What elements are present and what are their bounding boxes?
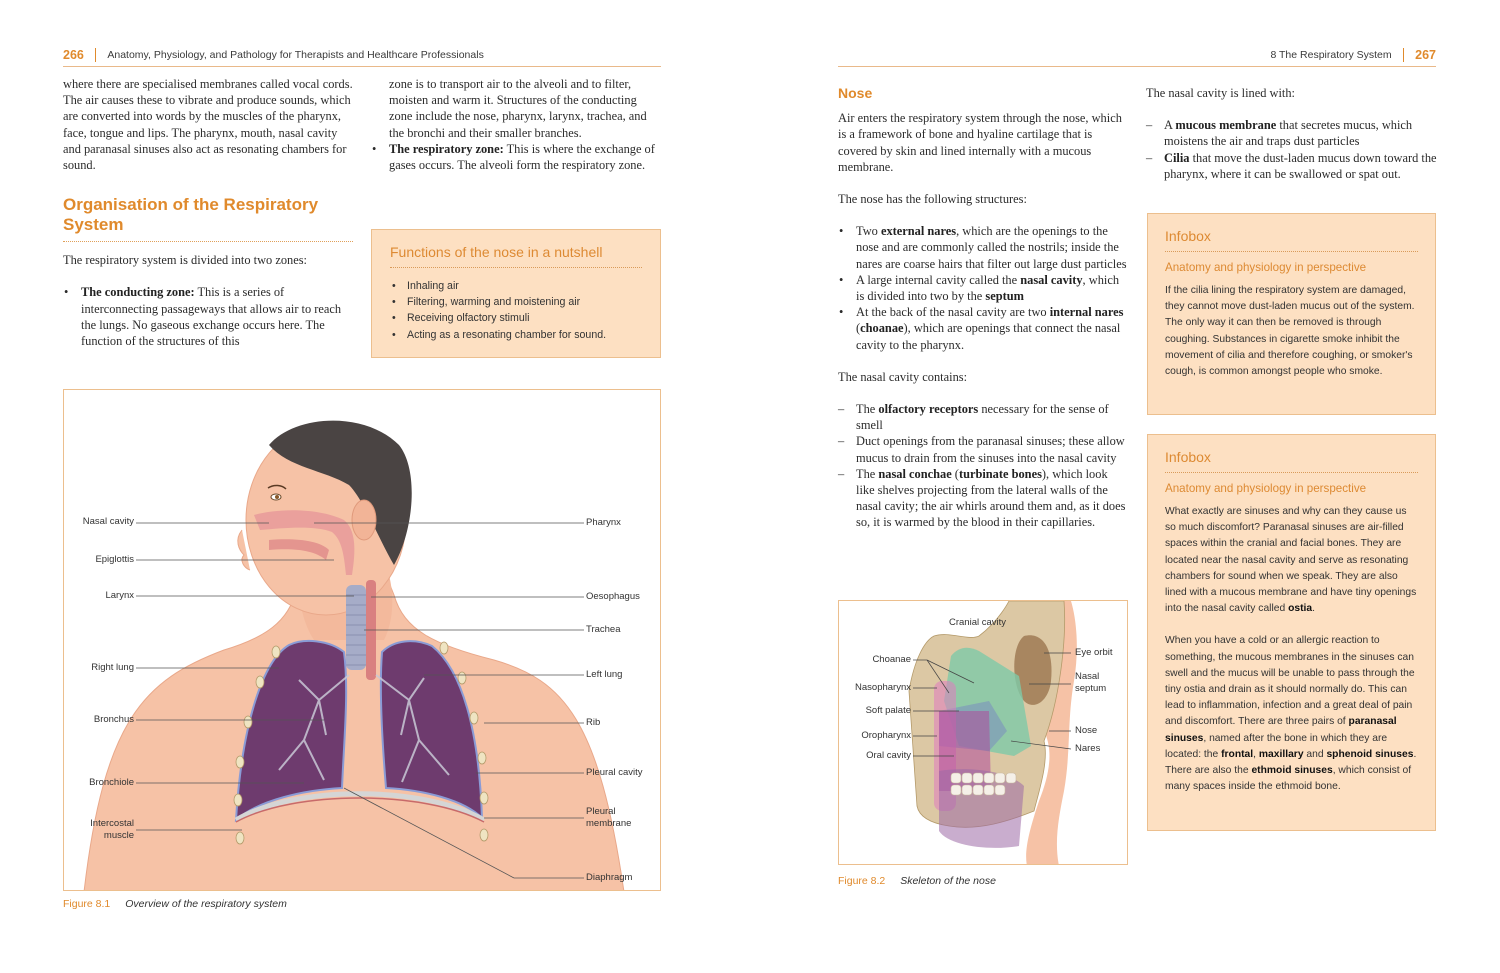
label-intercostal-muscle: Intercostal muscle: [90, 818, 134, 841]
contains-intro: The nasal cavity contains:: [838, 369, 968, 384]
label-eye-orbit: Eye orbit: [1075, 647, 1113, 658]
figure-8-1-caption: [63, 898, 287, 910]
respiratory-illustration: [64, 390, 661, 891]
figure-number: Figure 8.2: [838, 875, 886, 887]
list-item: • Acting as a resonating chamber for sound.: [390, 327, 642, 343]
label-diaphragm: Diaphragm: [586, 872, 633, 883]
label-nasopharynx: Nasopharynx: [855, 682, 911, 693]
header-separator: [95, 48, 97, 62]
label-choanae: Choanae: [872, 654, 911, 665]
figure-caption-text: Overview of the respiratory system: [125, 898, 287, 910]
zones-intro: The respiratory system is divided into two zones:: [63, 253, 307, 268]
infobox-subtitle: Anatomy and physiology in perspective: [1165, 261, 1367, 274]
infobox-paragraph-2: When you have a cold or an allergic reaction to something, the mucous membranes in the sinuses can swell and the mucus will be unable to pass through the tiny ostia and drain as it should normally do. This can lead to inflammation, infection and a great deal of pain and discomfort. There are three pairs of paranasal sinuses, named after the bone in which they are located: the frontal, maxillary and sphenoid sinuses. There are also the ethmoid sinuses, which consist of many spaces inside the ethmoid bone.: [1165, 635, 1417, 793]
nutshell-list: [390, 278, 642, 343]
figure-respiratory-system: [63, 389, 661, 891]
infobox-subtitle: Anatomy and physiology in perspective: [1165, 482, 1367, 495]
nose-intro: Air enters the respiratory system through the nose, which is a framework of bone and hyaline cartilage that is covered by skin and lined internally with a mucous membrane.: [838, 111, 1122, 174]
chapter-title: 8 The Respiratory System: [1270, 48, 1392, 61]
right-running-head: [838, 43, 1436, 67]
list-item: • At the back of the nasal cavity are two internal nares (choanae), which are openings that connect the nasal cavity to the pharynx.: [838, 304, 1128, 353]
figure-caption-text: Skeleton of the nose: [900, 875, 996, 887]
contains-list: [838, 401, 1128, 531]
infobox-text: If the cilia lining the respiratory system are damaged, they cannot move dust-laden mucus out of the system. The only way it can then be removed is through coughing. Substances in cigarette smoke inhibit the movement of cilia and therefore coughing, or smoker's cough, is common amongst people who smoke.: [1165, 285, 1415, 378]
figure-8-2-caption: [838, 875, 996, 887]
label-pharynx: Pharynx: [586, 517, 621, 528]
label-right-lung: Right lung: [91, 662, 134, 673]
label-nose: Nose: [1075, 725, 1098, 736]
zones-list: [63, 284, 353, 349]
list-item: – The olfactory receptors necessary for the sense of smell: [838, 401, 1128, 433]
list-item: • A large internal cavity called the nasal cavity, which is divided into two by the septum: [838, 272, 1128, 304]
label-trachea: Trachea: [586, 624, 621, 635]
list-item: – Cilia that move the dust-laden mucus down toward the pharynx, where it can be swallowed or spat out.: [1146, 150, 1438, 182]
label-epiglottis: Epiglottis: [95, 554, 134, 565]
right-page-number: 267: [1415, 47, 1436, 62]
left-page-number: 266: [63, 47, 84, 62]
structures-intro: The nose has the following structures:: [838, 192, 1027, 207]
lined-intro: The nasal cavity is lined with:: [1146, 86, 1295, 100]
label-oesophagus: Oesophagus: [586, 591, 640, 602]
label-cranial-cavity: Cranial cavity: [949, 617, 1007, 628]
label-larynx: Larynx: [105, 590, 134, 601]
lined-list: [1146, 117, 1438, 182]
list-item: • Receiving olfactory stimuli: [390, 310, 642, 326]
label-nares: Nares: [1075, 743, 1101, 754]
label-rib: Rib: [586, 717, 601, 728]
infobox-paragraph-1: What exactly are sinuses and why can they cause us so much discomfort? Paranasal sinuses are air-filled spaces within the cranial and facial bones. They are located near the nasal cavity and serve as resonating chambers for sound when we speak. They are also lined with a mucous membrane and have tiny openings into the nasal cavity called ostia.: [1165, 506, 1417, 615]
nutshell-box: [371, 229, 661, 358]
intro-paragraph: where there are specialised membranes called vocal cords. The air causes these to vibrate and produce sounds, which are converted into words by the muscles of the pharynx, face, tongue and lips. The pharynx, mouth, nasal cavity and paranasal sinuses also act as resonating chambers for sound.: [63, 77, 353, 173]
label-oropharynx: Oropharynx: [861, 730, 911, 741]
label-bronchus: Bronchus: [93, 714, 134, 725]
section-heading: Organisation of the Respiratory System: [63, 195, 353, 242]
list-item-respiratory-zone: • The respiratory zone: This is where the exchange of gases occurs. The alveoli form the respiratory zone.: [371, 141, 661, 173]
label-bronchiole: Bronchiole: [89, 777, 134, 788]
right-column-2: [1146, 85, 1438, 198]
figure-nose-skeleton: [838, 600, 1128, 865]
label-soft-palate: Soft palate: [865, 705, 911, 716]
structures-list: [838, 223, 1128, 353]
infobox-title: Infobox: [1165, 228, 1418, 252]
label-pleural-cavity: Pleural cavity: [586, 767, 643, 778]
list-item-conducting-zone: • The conducting zone: This is a series of interconnecting passageways that allows air to reach the lungs. No gaseous exchange occurs here. The function of the structures of this: [63, 284, 353, 349]
list-item: • Inhaling air: [390, 278, 642, 294]
continuation-paragraph: zone is to transport air to the alveoli and to filter, moisten and warm it. Structures of the conducting zone include the nose, pharynx, larynx, trachea, and the bronchi and their smaller branches.: [389, 77, 647, 140]
list-item: – A mucous membrane that secretes mucus, which moistens the air and traps dust particles: [1146, 117, 1438, 149]
label-nasal-septum: Nasal septum: [1075, 671, 1107, 694]
book-title: Anatomy, Physiology, and Pathology for Therapists and Healthcare Professionals: [107, 48, 484, 61]
right-column-1: [838, 85, 1128, 547]
list-item: – The nasal conchae (turbinate bones), which look like shelves projecting from the lateral walls of the nasal cavity; the air whirls around them and, as it does so, it is warmed by the blood in their capillaries.: [838, 466, 1128, 531]
label-nasal-cavity: Nasal cavity: [82, 516, 134, 527]
nose-heading: Nose: [838, 85, 873, 101]
infobox-title: Infobox: [1165, 449, 1418, 473]
infobox-sinuses: [1147, 434, 1436, 831]
infobox-cilia: [1147, 213, 1436, 415]
list-item: – Duct openings from the paranasal sinuses; these allow mucus to drain from the sinuses into the nasal cavity: [838, 433, 1128, 465]
label-left-lung: Left lung: [586, 669, 623, 680]
header-separator: [1403, 48, 1405, 62]
list-item: • Filtering, warming and moistening air: [390, 294, 642, 310]
label-oral-cavity: Oral cavity: [866, 750, 911, 761]
left-column-1: [63, 76, 353, 349]
left-column-2: [371, 76, 661, 173]
zones-list-continued: [371, 141, 661, 173]
label-pleural-membrane: Pleural membrane: [586, 806, 632, 829]
left-running-head: [63, 43, 661, 67]
list-item: • Two external nares, which are the openings to the nose and are commonly called the nostrils; inside the nares are coarse hairs that filter out large dust particles: [838, 223, 1128, 272]
figure-number: Figure 8.1: [63, 898, 111, 910]
nutshell-title: Functions of the nose in a nutshell: [390, 244, 642, 268]
